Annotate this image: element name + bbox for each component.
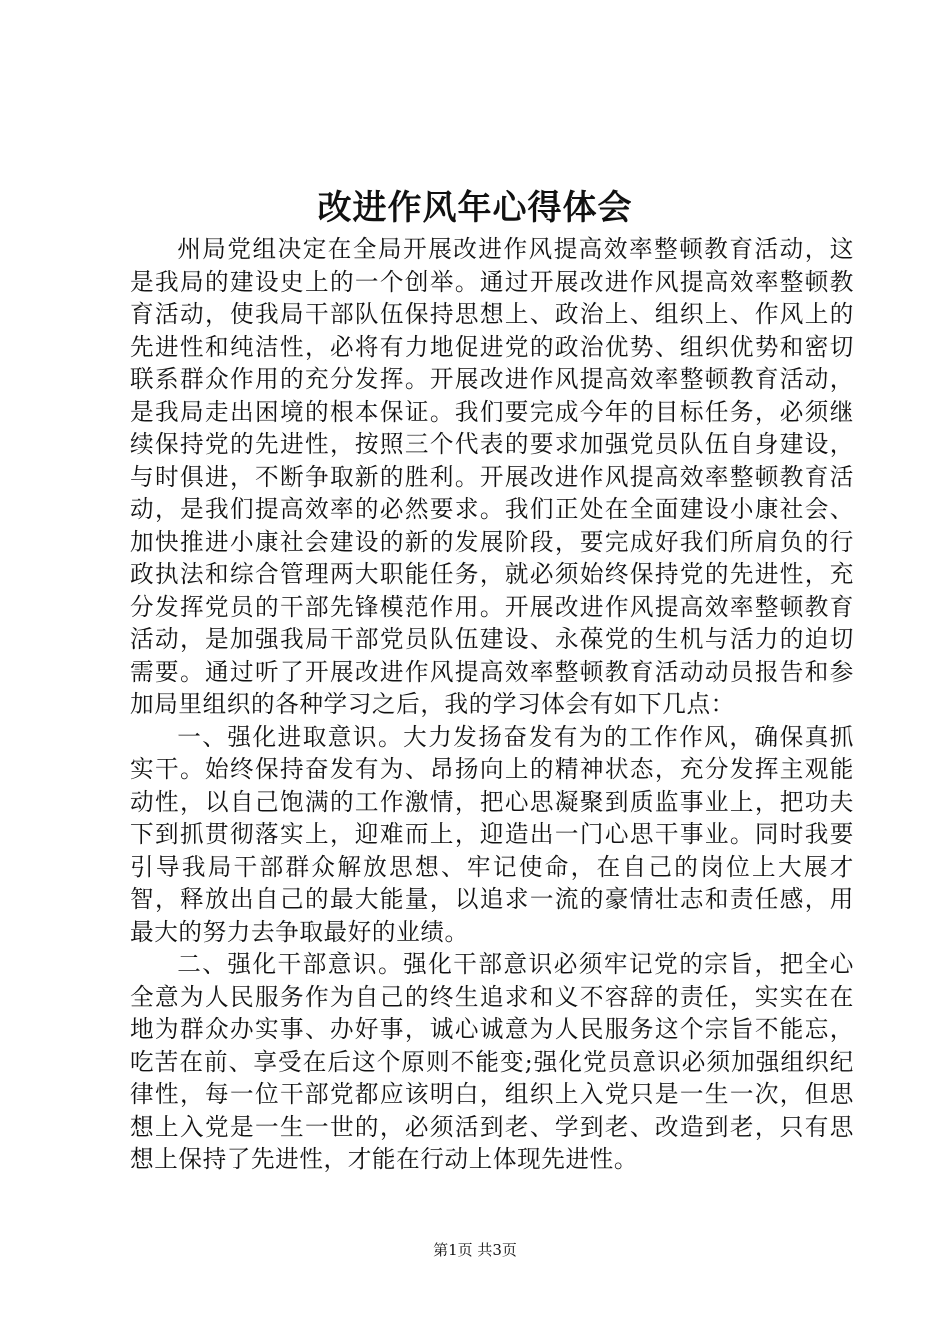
paragraph-intro: 州局党组决定在全局开展改进作风提高效率整顿教育活动，这是我局的建设史上的一个创举。通过开展改进作风提高效率整顿教育活动，使我局干部队伍保持思想上、政治上、组织上、作风上的先进性和纯洁性，必将有力地促进党的政治优势、组织优势和密切联系群众作用的充分发挥。开展改进作风提高效率整顿教育活动，是我局走出困境的根本保证。我们要完成今年的目标任务，必须继续保持党的先进性，按照三个代表的要求加强党员队伍自身建设，与时俱进，不断争取新的胜利。开展改进作风提高效率整顿教育活动，是我们提高效率的必然要求。我们正处在全面建设小康社会、加快推进小康社会建设的新的发展阶段，要完成好我们所肩负的行政执法和综合管理两大职能任务，就必须始终保持党的先进性，充分发挥党员的干部先锋模范作用。开展改进作风提高效率整顿教育活动，是加强我局干部党员队伍建设、永葆党的生机与活力的迫切需要。通过听了开展改进作风提高效率整顿教育活动动员报告和参加局里组织的各种学习之后，我的学习体会有如下几点：: [130, 235, 854, 718]
page-footer: 第1页 共3页: [433, 1241, 517, 1259]
paragraph-point-one: 一、强化进取意识。大力发扬奋发有为的工作作风，确保真抓实干。始终保持奋发有为、昂扬向上的精神状态，充分发挥主观能动性，以自己饱满的工作激情，把心思凝聚到质监事业上，把功夫下到抓贯彻落实上，迎难而上，迎造出一门心思干事业。同时我要引导我局干部群众解放思想、牢记使命，在自己的岗位上大展才智，释放出自己的最大能量，以追求一流的豪情壮志和责任感，用最大的努力去争取最好的业绩。: [130, 722, 854, 946]
document-body: [130, 233, 854, 1176]
document-title: 改进作风年心得体会: [317, 188, 633, 228]
paragraph-point-two: 二、强化干部意识。强化干部意识必须牢记党的宗旨，把全心全意为人民服务作为自己的终生追求和义不容辞的责任，实实在在地为群众办实事、办好事，诚心诚意为人民服务这个宗旨不能忘，吃苦在前、享受在后这个原则不能变;强化党员意识必须加强组织纪律性，每一位干部党都应该明白，组织上入党只是一生一次，但思想上入党是一生一世的，必须活到老、学到老、改造到老，只有思想上保持了先进性，才能在行动上体现先进性。: [130, 950, 854, 1173]
